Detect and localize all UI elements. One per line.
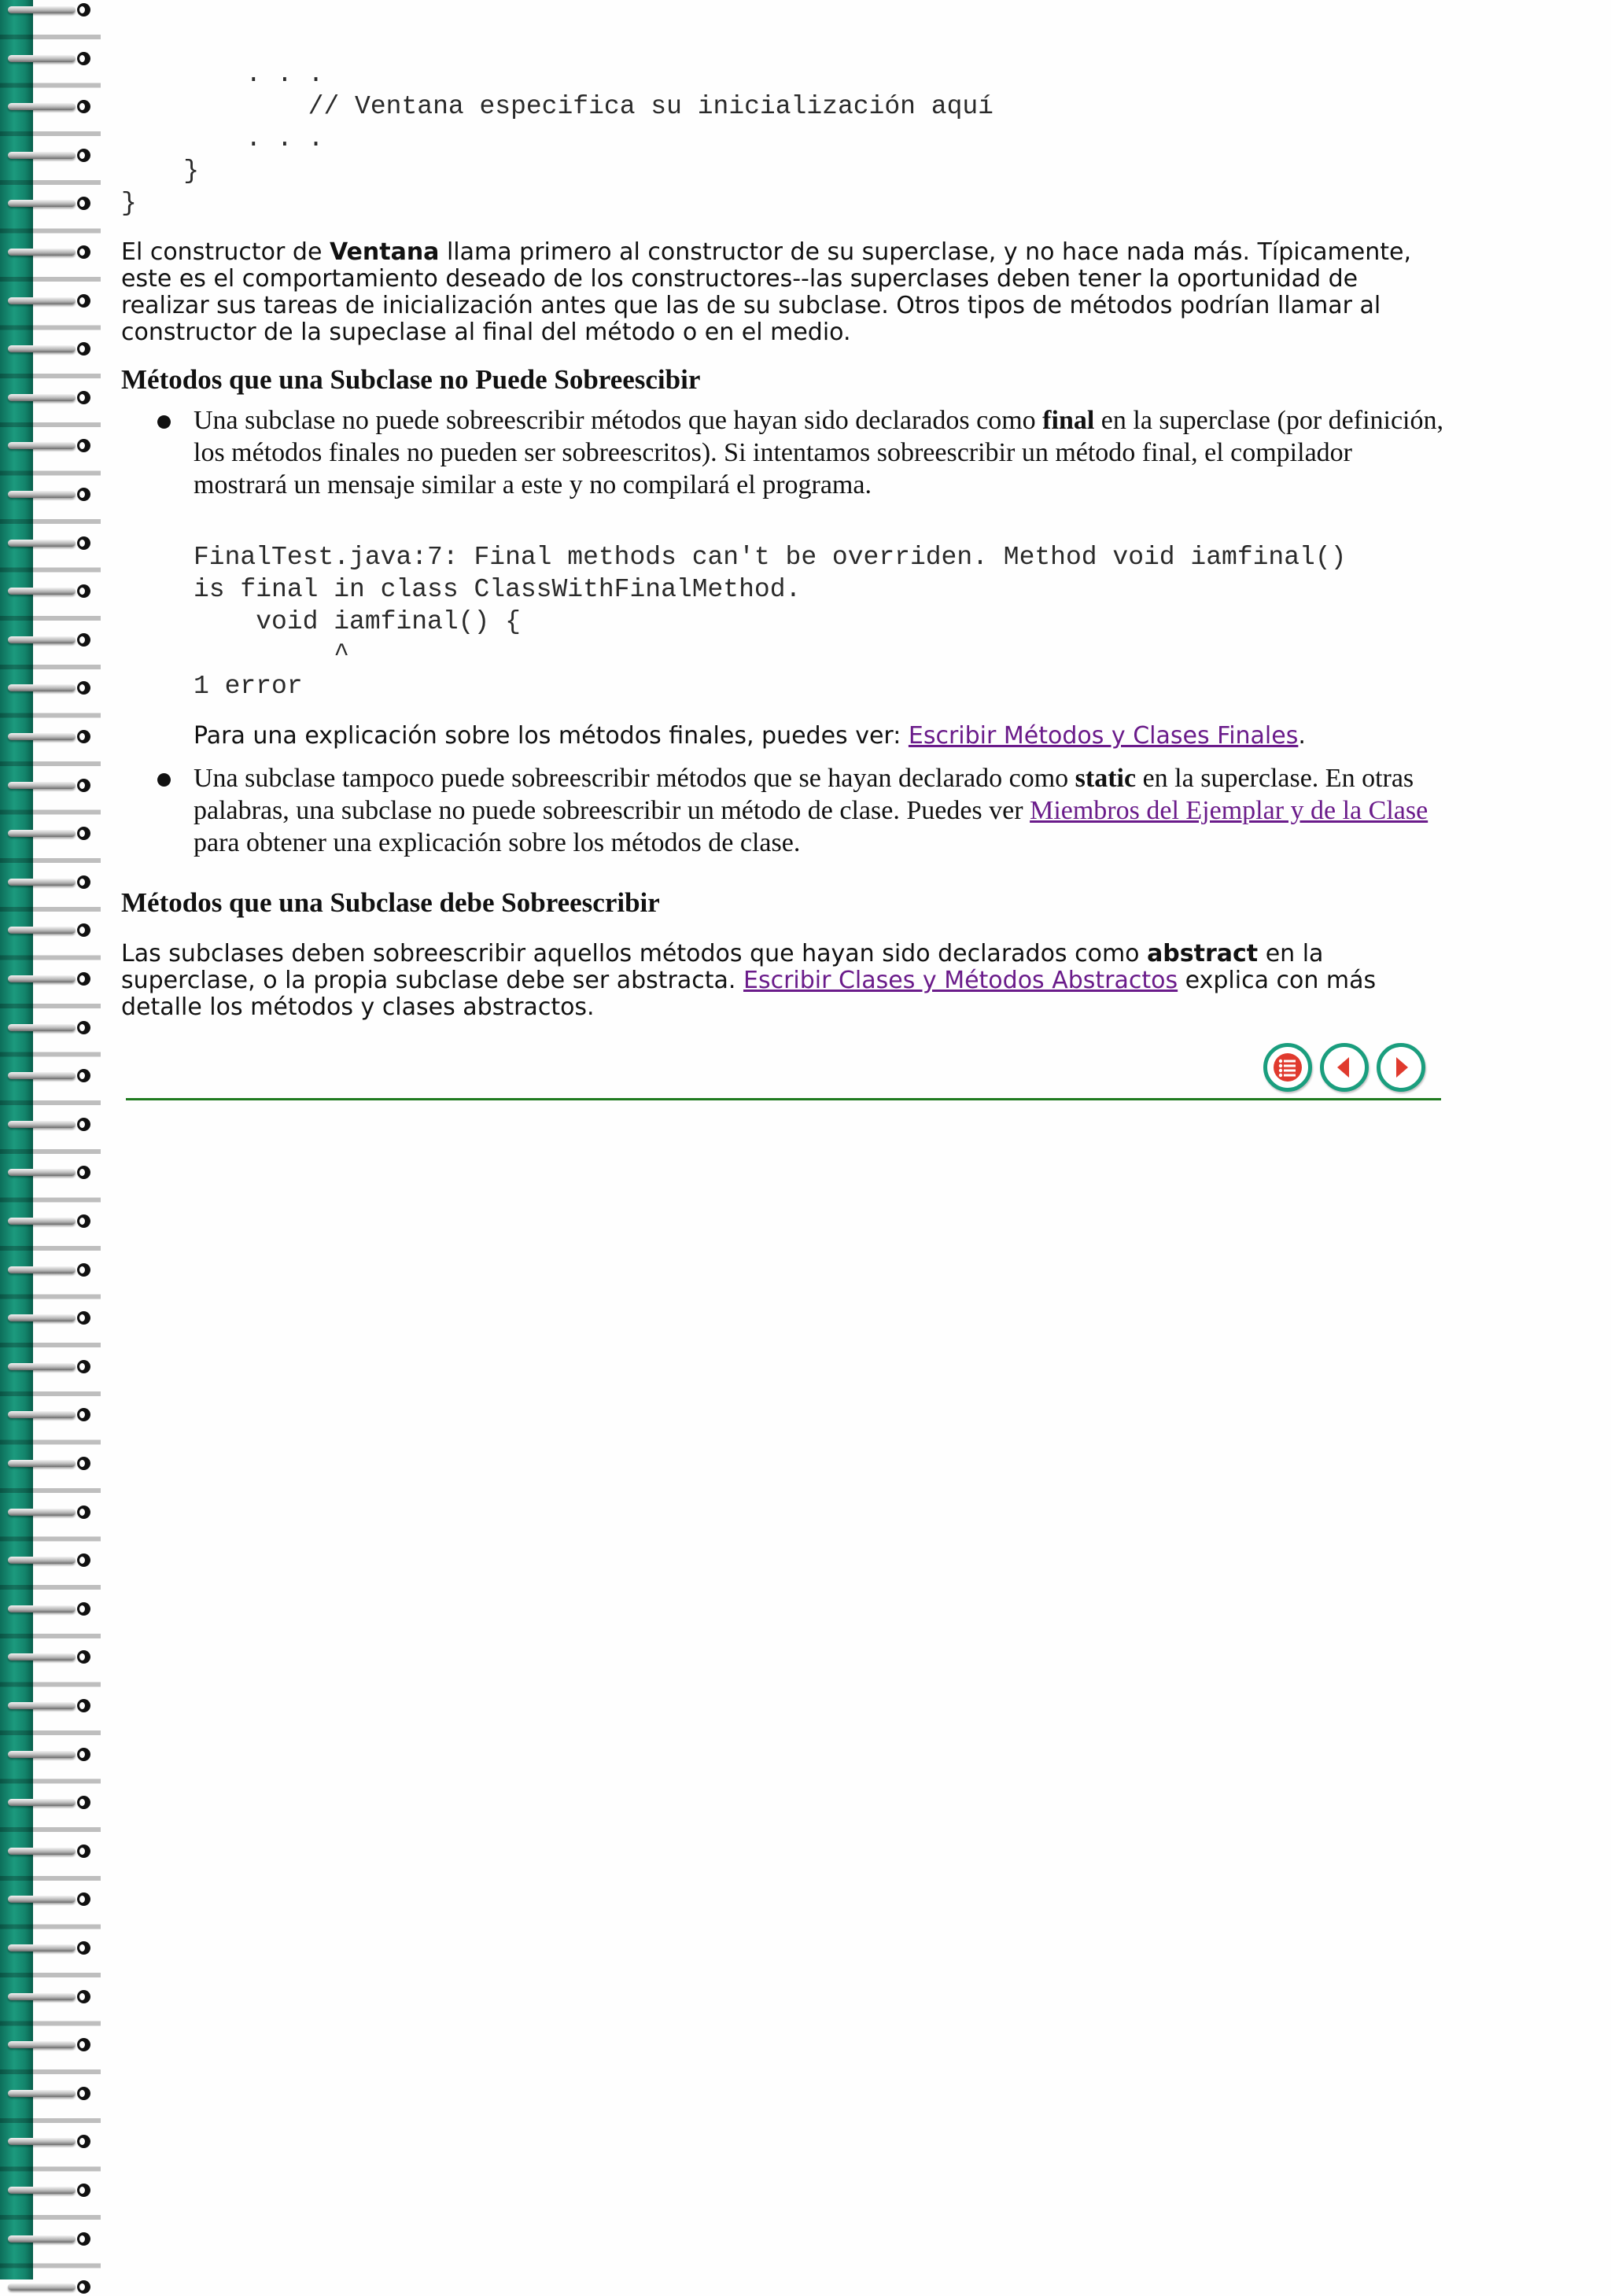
bold-term: final: [1042, 406, 1095, 435]
binding-ring: [0, 0, 94, 19]
bold-term: abstract: [1147, 940, 1259, 967]
binding-ring: [0, 824, 94, 842]
text-span: explica con más detalle los métodos y clases abstractos.: [121, 967, 1377, 1021]
binding-ring: [0, 1066, 94, 1085]
section-heading-must-override: Métodos que una Subclase debe Sobreescribir: [121, 887, 660, 918]
binding-ring: [0, 1405, 94, 1424]
list-item: [194, 404, 1452, 501]
binding-ring: [0, 727, 94, 746]
previous-button[interactable]: [1320, 1043, 1369, 1092]
text-span: Las subclases deben sobreescribir aquellos métodos que hayan sido declarados como: [121, 940, 1148, 967]
binding-ring: [0, 1211, 94, 1230]
binding-ring: [0, 1599, 94, 1618]
binding-ring: [0, 1745, 94, 1763]
binding-ring: [0, 2180, 94, 2199]
binding-ring: [0, 581, 94, 600]
binding-ring: [0, 872, 94, 891]
code-block-top: . . . // Ventana especifica su inicialización aquí . . . } }: [121, 60, 994, 218]
text-span: para obtener una explicación sobre los métodos de clase.: [194, 828, 801, 857]
text-span: El constructor de: [121, 238, 330, 266]
next-arrow-icon: [1385, 1052, 1417, 1083]
binding-ring: [0, 1550, 94, 1569]
abstract-paragraph: [121, 941, 1458, 1021]
binding-ring: [0, 533, 94, 552]
binding-ring: [0, 436, 94, 455]
binding-ring: [0, 1018, 94, 1037]
binding-ring: [0, 291, 94, 310]
binding-ring: [0, 242, 94, 261]
binding-ring: [0, 920, 94, 939]
binding-ring: [0, 1163, 94, 1181]
constructor-paragraph: [121, 239, 1443, 346]
previous-arrow-icon: [1329, 1052, 1360, 1083]
bullet-icon: [157, 415, 171, 429]
list-icon: [1272, 1052, 1303, 1083]
binding-ring: [0, 1889, 94, 1908]
binding-ring: [0, 388, 94, 407]
binding-ring: [0, 1502, 94, 1521]
binding-ring: [0, 193, 94, 212]
link-instance-class-members[interactable]: Miembros del Ejemplar y de la Clase: [1030, 796, 1429, 825]
text-span: .: [1298, 722, 1306, 750]
binding-ring: [0, 2035, 94, 2054]
binding-ring: [0, 1115, 94, 1133]
binding-ring: [0, 2229, 94, 2248]
horizontal-rule: [126, 1098, 1441, 1100]
binding-ring: [0, 1696, 94, 1715]
bold-term: static: [1075, 764, 1137, 793]
navigation-buttons: [1263, 1043, 1425, 1092]
binding-ring: [0, 146, 94, 164]
binding-ring: [0, 2084, 94, 2103]
section-heading-cannot-override: Métodos que una Subclase no Puede Sobreescibir: [121, 364, 701, 395]
link-abstract-classes[interactable]: Escribir Clases y Métodos Abstractos: [743, 967, 1178, 994]
binding-ring: [0, 1308, 94, 1327]
binding-ring: [0, 1938, 94, 1957]
compiler-error-block: FinalTest.java:7: Final methods can't be overriden. Method void iamfinal() is final in class ClassWithFinalMethod. void iamfinal() { ^ 1 error: [194, 543, 1347, 701]
binding-ring: [0, 2277, 94, 2296]
text-span: en la superclase (por definición, los métodos finales no pueden ser sobreescritos). Si intentamos sobreescribir un método final, el compilador mostrará un mensaje similar a este y no compilará el programa.: [194, 406, 1444, 499]
link-final-methods[interactable]: Escribir Métodos y Clases Finales: [908, 722, 1299, 750]
text-span: Para una explicación sobre los métodos finales, puedes ver:: [194, 722, 909, 750]
text-span: en la superclase. En otras palabras, una subclase no puede sobreescribir un método de clase. Puedes ver: [194, 764, 1414, 825]
binding-ring: [0, 1357, 94, 1376]
binding-ring: [0, 969, 94, 988]
bold-term: Ventana: [329, 238, 440, 266]
binding-ring: [0, 1647, 94, 1666]
binding-ring: [0, 630, 94, 649]
contents-button[interactable]: [1263, 1043, 1312, 1092]
text-span: en la superclase, o la propia subclase debe ser abstracta.: [121, 940, 1324, 994]
text-span: llama primero al constructor de su superclase, y no hace nada más. Típicamente, este es el comportamiento deseado de los constructores--las superclases deben tener la oportunidad de realizar sus tareas de inicialización antes que las de su subclase. Otros tipos de métodos podrían llamar al constructor de la supeclase al final del método o en el medio.: [121, 238, 1411, 346]
spiral-binding: [0, 0, 101, 2279]
binding-ring: [0, 1260, 94, 1279]
binding-ring: [0, 49, 94, 68]
next-button[interactable]: [1377, 1043, 1425, 1092]
list-item: [194, 762, 1452, 859]
binding-ring: [0, 97, 94, 116]
binding-ring: [0, 339, 94, 358]
binding-ring: [0, 776, 94, 794]
binding-ring: [0, 1841, 94, 1860]
binding-ring: [0, 678, 94, 697]
text-span: Una subclase no puede sobreescribir métodos que hayan sido declarados como: [194, 406, 1043, 435]
see-final-paragraph: [194, 722, 1306, 750]
bullet-icon: [157, 773, 171, 787]
binding-ring: [0, 1987, 94, 2006]
binding-ring: [0, 1793, 94, 1811]
binding-ring: [0, 2132, 94, 2150]
text-span: Una subclase tampoco puede sobreescribir métodos que se hayan declarado como: [194, 764, 1075, 793]
binding-ring: [0, 485, 94, 503]
binding-ring: [0, 1454, 94, 1472]
